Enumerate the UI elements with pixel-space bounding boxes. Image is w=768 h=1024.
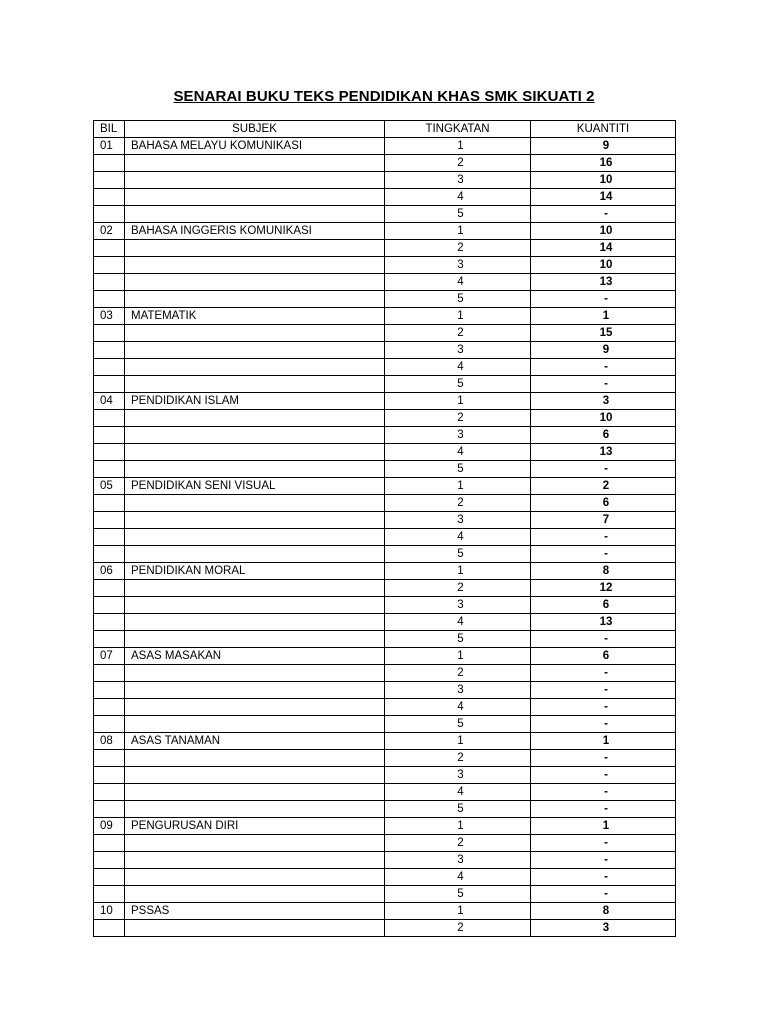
cell-tingkatan: 5 (385, 546, 531, 563)
cell-kuantiti: 15 (531, 325, 676, 342)
cell-kuantiti: 8 (531, 563, 676, 580)
cell-bil: 08 (94, 733, 125, 750)
cell-subjek (125, 461, 385, 478)
table-row (94, 835, 676, 852)
cell-bil: 01 (94, 138, 125, 155)
cell-tingkatan: 1 (385, 818, 531, 835)
cell-bil (94, 257, 125, 274)
cell-bil (94, 682, 125, 699)
cell-tingkatan: 4 (385, 614, 531, 631)
cell-tingkatan: 3 (385, 852, 531, 869)
cell-kuantiti: - (531, 359, 676, 376)
cell-kuantiti: - (531, 801, 676, 818)
cell-kuantiti: - (531, 869, 676, 886)
cell-bil (94, 189, 125, 206)
table-row (94, 648, 676, 665)
header-tingkatan: TINGKATAN (385, 121, 531, 138)
cell-kuantiti: 12 (531, 580, 676, 597)
cell-tingkatan: 4 (385, 699, 531, 716)
cell-subjek: BAHASA MELAYU KOMUNIKASI (125, 138, 385, 155)
table-row (94, 223, 676, 240)
table-header (94, 121, 676, 138)
cell-kuantiti: 13 (531, 274, 676, 291)
header-subjek: SUBJEK (125, 121, 385, 138)
cell-subjek (125, 342, 385, 359)
header-row (94, 121, 676, 138)
cell-subjek: PENDIDIKAN SENI VISUAL (125, 478, 385, 495)
cell-tingkatan: 3 (385, 172, 531, 189)
cell-bil (94, 597, 125, 614)
cell-kuantiti: - (531, 376, 676, 393)
cell-subjek (125, 172, 385, 189)
cell-bil (94, 920, 125, 937)
cell-kuantiti: - (531, 631, 676, 648)
cell-subjek (125, 410, 385, 427)
table-row (94, 359, 676, 376)
cell-tingkatan: 3 (385, 767, 531, 784)
cell-kuantiti: - (531, 206, 676, 223)
cell-subjek: PENDIDIKAN ISLAM (125, 393, 385, 410)
table-row (94, 206, 676, 223)
cell-subjek (125, 257, 385, 274)
cell-kuantiti: - (531, 461, 676, 478)
table-row (94, 138, 676, 155)
cell-kuantiti: 1 (531, 308, 676, 325)
table-row (94, 546, 676, 563)
cell-kuantiti: - (531, 665, 676, 682)
cell-kuantiti: 8 (531, 903, 676, 920)
table-row (94, 308, 676, 325)
cell-tingkatan: 1 (385, 903, 531, 920)
table-row (94, 461, 676, 478)
table-row (94, 274, 676, 291)
cell-kuantiti: 9 (531, 342, 676, 359)
header-bil: BIL (94, 121, 125, 138)
cell-bil (94, 546, 125, 563)
cell-bil (94, 801, 125, 818)
cell-subjek: PENGURUSAN DIRI (125, 818, 385, 835)
cell-subjek (125, 869, 385, 886)
cell-subjek (125, 189, 385, 206)
table-row (94, 478, 676, 495)
cell-kuantiti: - (531, 546, 676, 563)
cell-tingkatan: 2 (385, 665, 531, 682)
cell-tingkatan: 2 (385, 325, 531, 342)
cell-subjek (125, 597, 385, 614)
textbook-table (93, 120, 676, 937)
table-row (94, 291, 676, 308)
cell-tingkatan: 2 (385, 495, 531, 512)
cell-kuantiti: 14 (531, 189, 676, 206)
cell-bil (94, 631, 125, 648)
table-row (94, 155, 676, 172)
cell-tingkatan: 3 (385, 597, 531, 614)
cell-subjek: MATEMATIK (125, 308, 385, 325)
cell-subjek (125, 784, 385, 801)
cell-subjek (125, 359, 385, 376)
table-row (94, 529, 676, 546)
table-body (94, 138, 676, 937)
cell-bil (94, 291, 125, 308)
table-row (94, 767, 676, 784)
cell-kuantiti: - (531, 682, 676, 699)
table-row (94, 393, 676, 410)
cell-subjek (125, 155, 385, 172)
cell-bil (94, 869, 125, 886)
table-row (94, 325, 676, 342)
table-row (94, 427, 676, 444)
cell-kuantiti: 7 (531, 512, 676, 529)
table-row (94, 784, 676, 801)
cell-subjek (125, 665, 385, 682)
cell-bil (94, 716, 125, 733)
cell-subjek (125, 444, 385, 461)
header-kuantiti: KUANTITI (531, 121, 676, 138)
cell-kuantiti: 9 (531, 138, 676, 155)
cell-kuantiti: - (531, 750, 676, 767)
cell-kuantiti: 6 (531, 427, 676, 444)
cell-kuantiti: 6 (531, 597, 676, 614)
cell-subjek (125, 427, 385, 444)
cell-kuantiti: 6 (531, 648, 676, 665)
table-row (94, 801, 676, 818)
table-row (94, 580, 676, 597)
cell-subjek (125, 682, 385, 699)
cell-kuantiti: 13 (531, 614, 676, 631)
table-row (94, 189, 676, 206)
cell-bil (94, 784, 125, 801)
cell-tingkatan: 1 (385, 223, 531, 240)
cell-bil (94, 614, 125, 631)
cell-subjek (125, 750, 385, 767)
table-row (94, 699, 676, 716)
cell-bil: 04 (94, 393, 125, 410)
cell-kuantiti: - (531, 886, 676, 903)
table-row (94, 257, 676, 274)
cell-kuantiti: 10 (531, 410, 676, 427)
cell-bil (94, 835, 125, 852)
cell-kuantiti: 1 (531, 733, 676, 750)
table-row (94, 852, 676, 869)
cell-kuantiti: 3 (531, 393, 676, 410)
cell-tingkatan: 3 (385, 342, 531, 359)
cell-subjek: PENDIDIKAN MORAL (125, 563, 385, 580)
cell-tingkatan: 5 (385, 716, 531, 733)
cell-subjek: ASAS TANAMAN (125, 733, 385, 750)
cell-tingkatan: 1 (385, 478, 531, 495)
table-row (94, 376, 676, 393)
cell-subjek (125, 835, 385, 852)
cell-subjek: PSSAS (125, 903, 385, 920)
table-row (94, 597, 676, 614)
cell-subjek (125, 495, 385, 512)
cell-subjek (125, 546, 385, 563)
cell-bil (94, 155, 125, 172)
table-row (94, 240, 676, 257)
cell-subjek (125, 699, 385, 716)
cell-tingkatan: 1 (385, 138, 531, 155)
cell-bil (94, 206, 125, 223)
cell-kuantiti: - (531, 529, 676, 546)
cell-tingkatan: 5 (385, 376, 531, 393)
table-row (94, 172, 676, 189)
table-row (94, 665, 676, 682)
cell-bil (94, 274, 125, 291)
cell-kuantiti: 14 (531, 240, 676, 257)
cell-bil: 10 (94, 903, 125, 920)
cell-kuantiti: - (531, 291, 676, 308)
cell-bil (94, 495, 125, 512)
table-row (94, 614, 676, 631)
cell-tingkatan: 5 (385, 461, 531, 478)
table-row (94, 733, 676, 750)
cell-bil (94, 359, 125, 376)
table-row (94, 410, 676, 427)
cell-subjek (125, 801, 385, 818)
cell-subjek (125, 274, 385, 291)
cell-subjek (125, 291, 385, 308)
cell-tingkatan: 5 (385, 291, 531, 308)
cell-subjek (125, 886, 385, 903)
cell-tingkatan: 3 (385, 682, 531, 699)
cell-bil: 03 (94, 308, 125, 325)
cell-bil (94, 580, 125, 597)
cell-kuantiti: 16 (531, 155, 676, 172)
cell-bil (94, 512, 125, 529)
cell-tingkatan: 2 (385, 835, 531, 852)
cell-tingkatan: 5 (385, 206, 531, 223)
cell-kuantiti: 6 (531, 495, 676, 512)
table-row (94, 903, 676, 920)
cell-tingkatan: 5 (385, 801, 531, 818)
cell-tingkatan: 3 (385, 427, 531, 444)
cell-tingkatan: 5 (385, 631, 531, 648)
cell-tingkatan: 1 (385, 393, 531, 410)
table-row (94, 342, 676, 359)
cell-subjek: ASAS MASAKAN (125, 648, 385, 665)
table-row (94, 512, 676, 529)
cell-bil (94, 886, 125, 903)
cell-tingkatan: 1 (385, 563, 531, 580)
cell-kuantiti: - (531, 716, 676, 733)
cell-tingkatan: 4 (385, 869, 531, 886)
page-title: SENARAI BUKU TEKS PENDIDIKAN KHAS SMK SIKUATI 2 (173, 88, 595, 105)
cell-bil (94, 461, 125, 478)
cell-subjek (125, 206, 385, 223)
cell-bil: 09 (94, 818, 125, 835)
cell-kuantiti: 3 (531, 920, 676, 937)
table-row (94, 818, 676, 835)
cell-bil (94, 665, 125, 682)
cell-tingkatan: 3 (385, 512, 531, 529)
cell-kuantiti: - (531, 699, 676, 716)
cell-subjek (125, 614, 385, 631)
cell-bil: 07 (94, 648, 125, 665)
cell-subjek (125, 852, 385, 869)
cell-tingkatan: 4 (385, 189, 531, 206)
cell-tingkatan: 2 (385, 580, 531, 597)
cell-tingkatan: 2 (385, 920, 531, 937)
cell-subjek: BAHASA INGGERIS KOMUNIKASI (125, 223, 385, 240)
table-row (94, 920, 676, 937)
cell-kuantiti: 1 (531, 818, 676, 835)
cell-kuantiti: 10 (531, 257, 676, 274)
cell-tingkatan: 4 (385, 274, 531, 291)
cell-bil (94, 699, 125, 716)
cell-kuantiti: - (531, 767, 676, 784)
table-row (94, 682, 676, 699)
cell-bil: 05 (94, 478, 125, 495)
table-row (94, 444, 676, 461)
cell-kuantiti: 2 (531, 478, 676, 495)
cell-tingkatan: 4 (385, 529, 531, 546)
cell-bil (94, 240, 125, 257)
cell-bil (94, 410, 125, 427)
cell-subjek (125, 716, 385, 733)
cell-bil (94, 325, 125, 342)
cell-kuantiti: 10 (531, 172, 676, 189)
cell-bil (94, 376, 125, 393)
cell-subjek (125, 376, 385, 393)
table-row (94, 716, 676, 733)
cell-tingkatan: 2 (385, 155, 531, 172)
cell-subjek (125, 920, 385, 937)
cell-kuantiti: 13 (531, 444, 676, 461)
table-row (94, 886, 676, 903)
cell-tingkatan: 4 (385, 784, 531, 801)
cell-bil (94, 750, 125, 767)
table-row (94, 495, 676, 512)
cell-tingkatan: 1 (385, 733, 531, 750)
cell-tingkatan: 4 (385, 359, 531, 376)
cell-kuantiti: - (531, 852, 676, 869)
table-row (94, 631, 676, 648)
cell-tingkatan: 2 (385, 410, 531, 427)
cell-subjek (125, 529, 385, 546)
cell-bil (94, 427, 125, 444)
cell-tingkatan: 1 (385, 308, 531, 325)
cell-subjek (125, 631, 385, 648)
cell-tingkatan: 4 (385, 444, 531, 461)
cell-bil (94, 342, 125, 359)
cell-kuantiti: - (531, 835, 676, 852)
cell-bil (94, 767, 125, 784)
cell-tingkatan: 2 (385, 750, 531, 767)
table-row (94, 563, 676, 580)
cell-bil (94, 529, 125, 546)
cell-bil (94, 852, 125, 869)
cell-subjek (125, 512, 385, 529)
cell-subjek (125, 325, 385, 342)
cell-subjek (125, 240, 385, 257)
cell-bil: 02 (94, 223, 125, 240)
cell-bil: 06 (94, 563, 125, 580)
cell-kuantiti: 10 (531, 223, 676, 240)
cell-tingkatan: 1 (385, 648, 531, 665)
cell-tingkatan: 2 (385, 240, 531, 257)
cell-tingkatan: 5 (385, 886, 531, 903)
cell-kuantiti: - (531, 784, 676, 801)
cell-tingkatan: 3 (385, 257, 531, 274)
cell-bil (94, 444, 125, 461)
cell-subjek (125, 580, 385, 597)
table-row (94, 750, 676, 767)
cell-subjek (125, 767, 385, 784)
cell-bil (94, 172, 125, 189)
table-row (94, 869, 676, 886)
